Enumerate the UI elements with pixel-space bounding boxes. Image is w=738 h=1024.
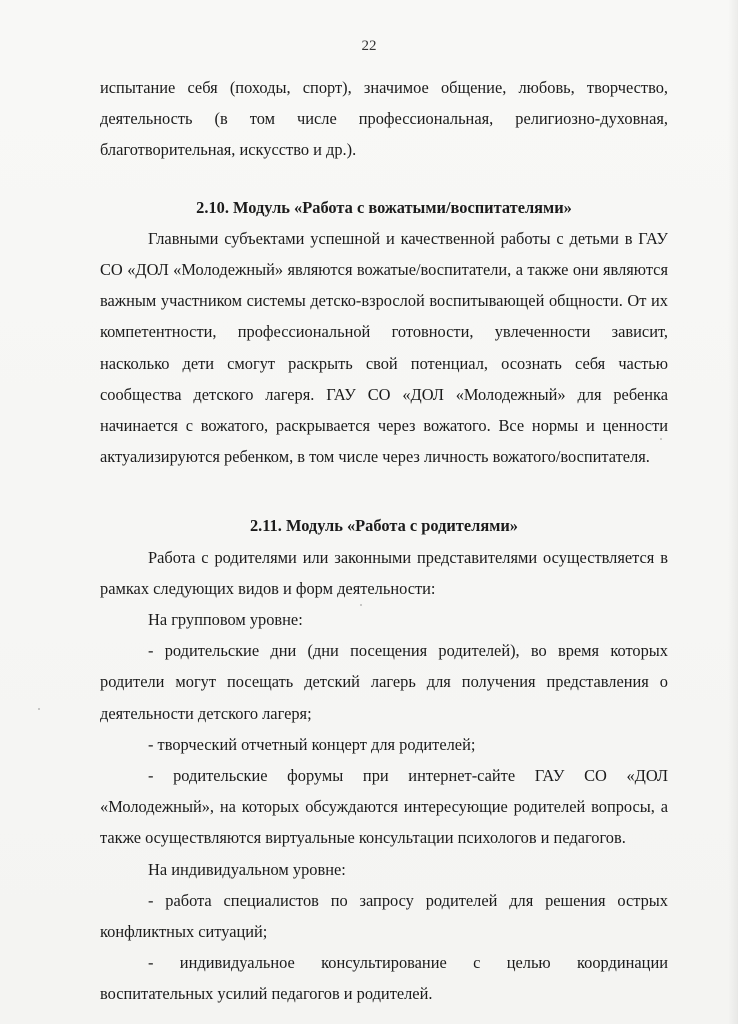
section-2-11-paragraph-4: - творческий отчетный концерт для родителей;: [148, 734, 476, 754]
section-2-10-paragraph: Главными субъектами успешной и качественной работы с детьми в ГАУ СО «ДОЛ «Молодежный» являются вожатые/воспитатели, а также они являются важным участником системы детско-взрослой воспитывающей общности. От их компетентности, профессиональной готовности, увлеченности зависит, насколько дети смогут раскрыть свой потенциал, осознать себя частью сообщества детского лагеря. ГАУ СО «ДОЛ «Молодежный» для ребенка начинается с вожатого, раскрывается через вожатого. Все нормы и ценности актуализируются ребенком, в том числе через личность вожатого/воспитателя.: [100, 228, 668, 467]
section-2-10-heading: 2.10. Модуль «Работа с вожатыми/воспитателями»: [196, 197, 572, 217]
scan-speck: [176, 992, 178, 994]
scan-edge-shadow: [728, 0, 738, 1024]
section-2-11-paragraph-5: - родительские форумы при интернет-сайте ГАУ СО «ДОЛ «Молодежный», на которых обсуждаются интересующие родителей вопросы, а также осуществляются виртуальные консультации психологов и педагогов.: [100, 766, 668, 848]
intro-paragraph: испытание себя (походы, спорт), значимое общение, любовь, творчество, деятельность (в том числе профессиональная, религиозно-духовная, благотворительная, искусство и др.).: [100, 78, 668, 160]
section-2-11-paragraph-3: - родительские дни (дни посещения родителей), во время которых родители могут посещать детский лагерь для получения представления о деятельности детского лагеря;: [100, 641, 668, 723]
section-2-11-paragraph-8: - индивидуальное консультирование с целью координации воспитательных усилий педагогов и родителей.: [100, 953, 668, 1004]
scan-speck: [38, 708, 40, 710]
section-2-11-paragraph-6: На индивидуальном уровне:: [148, 859, 346, 879]
scan-speck: [360, 604, 362, 606]
page-number: 22: [361, 38, 377, 54]
scan-speck: [660, 438, 662, 440]
page-content: [100, 72, 668, 1010]
section-2-11-paragraph-2: На групповом уровне:: [148, 610, 303, 630]
section-2-11-paragraph-7: - работа специалистов по запросу родителей для решения острых конфликтных ситуаций;: [100, 890, 668, 942]
section-2-11-heading: 2.11. Модуль «Работа с родителями»: [249, 516, 519, 536]
section-2-11-paragraph-1: Работа с родителями или законными представителями осуществляется в рамках следующих видов и форм деятельности:: [100, 547, 668, 598]
